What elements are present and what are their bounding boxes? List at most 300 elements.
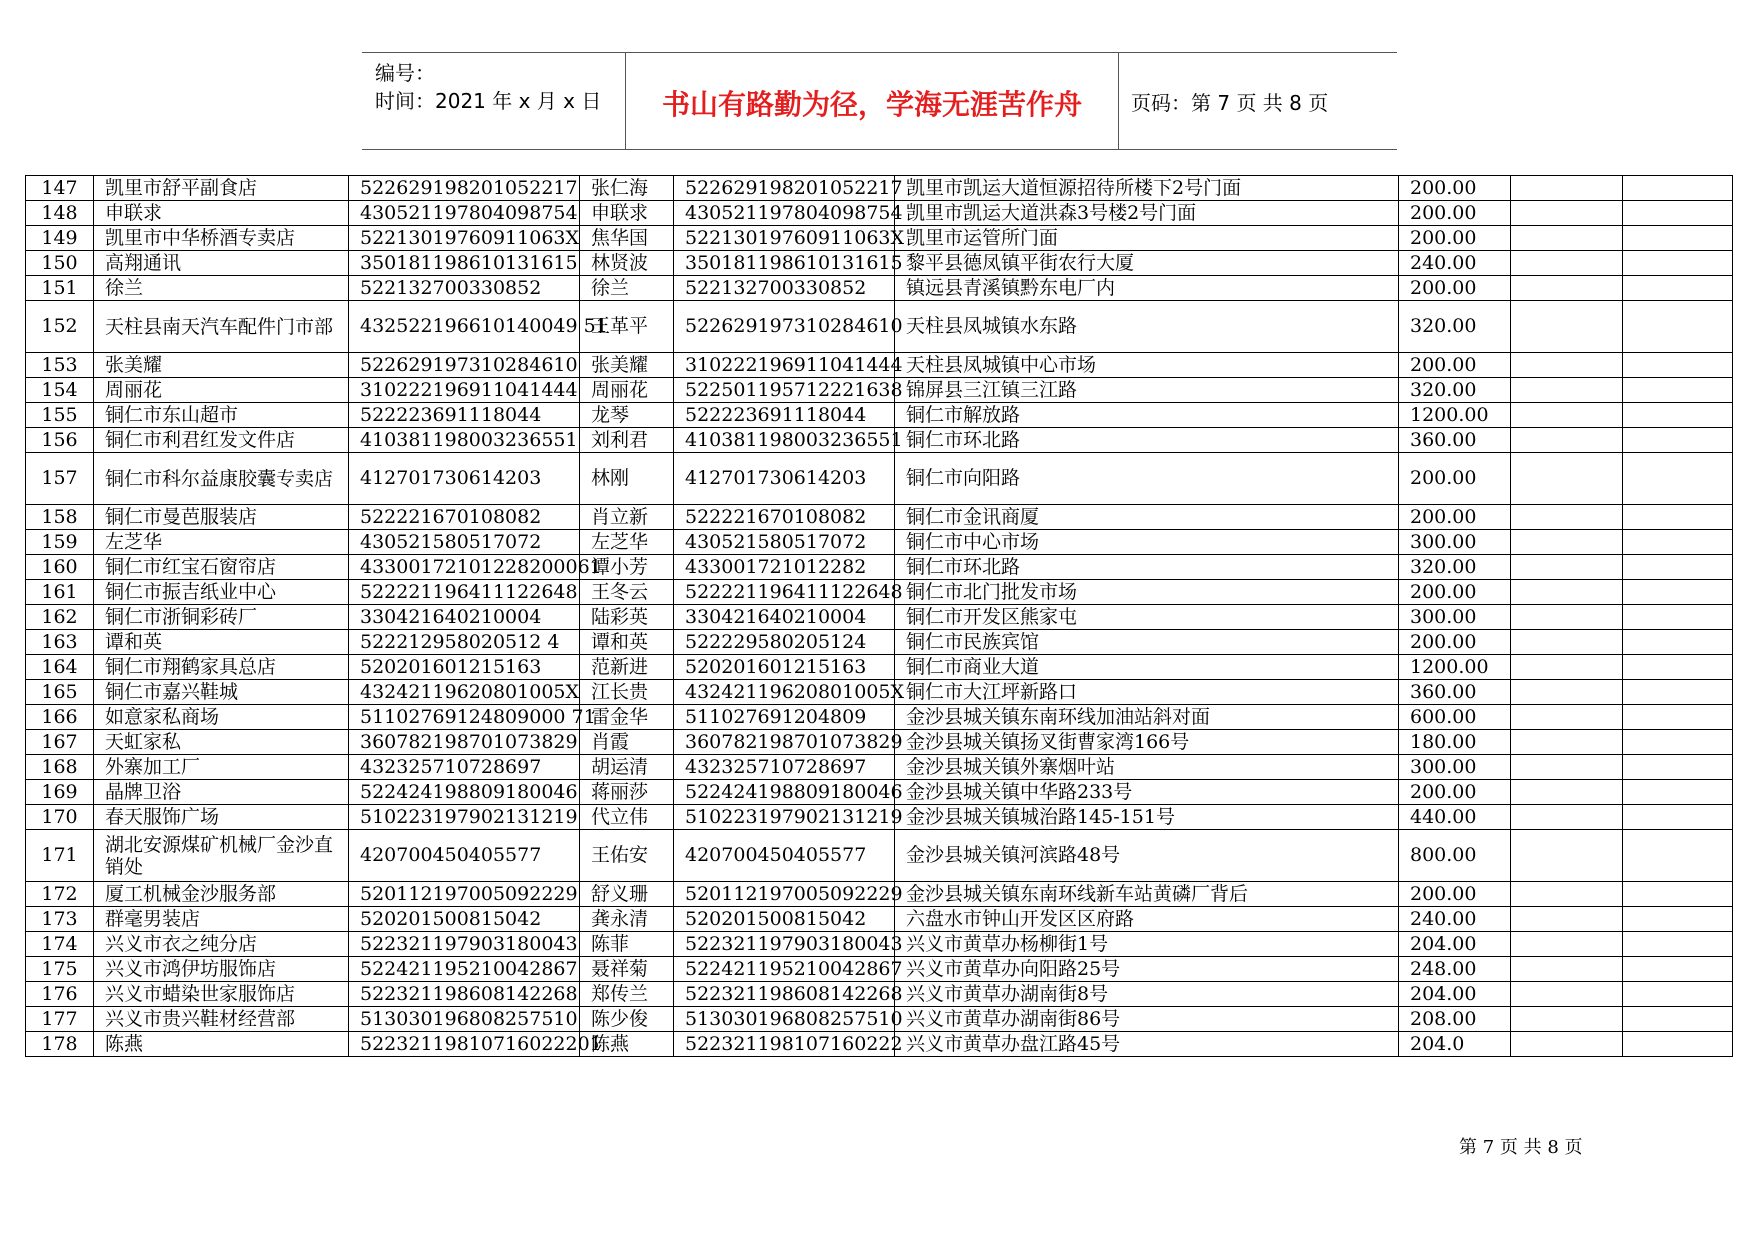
empty-cell [1623, 201, 1733, 226]
row-number-cell: 167 [26, 730, 94, 755]
table-row [26, 730, 1733, 755]
merchant-name-cell: 铜仁市振吉纸业中心 [94, 580, 349, 605]
amount-cell: 200.00 [1399, 176, 1511, 201]
owner-id-cell: 522421195210042867 [674, 957, 895, 982]
table-row [26, 655, 1733, 680]
empty-cell [1511, 301, 1623, 353]
amount-cell: 320.00 [1399, 378, 1511, 403]
address-cell: 兴义市黄草办湖南街86号 [895, 1007, 1399, 1032]
empty-cell [1623, 505, 1733, 530]
empty-cell [1623, 882, 1733, 907]
address-cell: 金沙县城关镇东南环线加油站斜对面 [895, 705, 1399, 730]
empty-cell [1511, 907, 1623, 932]
owner-name-cell: 蒋丽莎 [580, 780, 674, 805]
amount-cell: 300.00 [1399, 530, 1511, 555]
empty-cell [1511, 605, 1623, 630]
table-row [26, 680, 1733, 705]
empty-cell [1623, 1007, 1733, 1032]
owner-name-cell: 肖立新 [580, 505, 674, 530]
table-row [26, 982, 1733, 1007]
empty-cell [1511, 957, 1623, 982]
owner-name-cell: 谭小芳 [580, 555, 674, 580]
header-meta [362, 53, 626, 149]
address-cell: 金沙县城关镇城治路145-151号 [895, 805, 1399, 830]
merchant-name-cell: 兴义市鸿伊坊服饰店 [94, 957, 349, 982]
data-table [25, 175, 1733, 1057]
table-row [26, 1007, 1733, 1032]
merchant-name-cell: 兴义市贵兴鞋材经营部 [94, 1007, 349, 1032]
address-cell: 兴义市黄草办湖南街8号 [895, 982, 1399, 1007]
owner-name-cell: 龚永清 [580, 907, 674, 932]
empty-cell [1511, 176, 1623, 201]
page-header [362, 52, 1397, 150]
owner-id-cell: 513030196808257510 [674, 1007, 895, 1032]
amount-cell: 208.00 [1399, 1007, 1511, 1032]
owner-id-cell: 410381198003236551 [674, 428, 895, 453]
merchant-id-cell: 522223691118044 [349, 403, 580, 428]
empty-cell [1623, 353, 1733, 378]
amount-cell: 360.00 [1399, 680, 1511, 705]
owner-name-cell: 王冬云 [580, 580, 674, 605]
row-number-cell: 147 [26, 176, 94, 201]
merchant-name-cell: 铜仁市翔鹤家具总店 [94, 655, 349, 680]
merchant-id-cell: 43300172101228200061 [349, 555, 580, 580]
address-cell: 铜仁市向阳路 [895, 453, 1399, 505]
owner-name-cell: 代立伟 [580, 805, 674, 830]
merchant-id-cell: 310222196911041444 [349, 378, 580, 403]
empty-cell [1511, 805, 1623, 830]
table-row [26, 453, 1733, 505]
table-row [26, 932, 1733, 957]
row-number-cell: 162 [26, 605, 94, 630]
owner-id-cell: 432325710728697 [674, 755, 895, 780]
amount-cell: 200.00 [1399, 630, 1511, 655]
address-cell: 铜仁市开发区熊家屯 [895, 605, 1399, 630]
amount-cell: 600.00 [1399, 705, 1511, 730]
merchant-id-cell: 430521580517072 [349, 530, 580, 555]
page-footer: 第 7 页 共 8 页 [1459, 1137, 1583, 1158]
empty-cell [1511, 580, 1623, 605]
row-number-cell: 170 [26, 805, 94, 830]
owner-id-cell: 43242119620801005X [674, 680, 895, 705]
merchant-name-cell: 群毫男装店 [94, 907, 349, 932]
table-row [26, 957, 1733, 982]
owner-id-cell: 511027691204809 [674, 705, 895, 730]
row-number-cell: 173 [26, 907, 94, 932]
row-number-cell: 155 [26, 403, 94, 428]
amount-cell: 200.00 [1399, 276, 1511, 301]
empty-cell [1623, 251, 1733, 276]
document-time: 时间：2021 年 x 月 x 日 [375, 89, 602, 113]
table-row [26, 805, 1733, 830]
merchant-id-cell: 430521197804098754 [349, 201, 580, 226]
amount-cell: 240.00 [1399, 907, 1511, 932]
amount-cell: 200.00 [1399, 353, 1511, 378]
row-number-cell: 160 [26, 555, 94, 580]
table-row [26, 705, 1733, 730]
owner-name-cell: 刘利君 [580, 428, 674, 453]
table-row [26, 580, 1733, 605]
empty-cell [1623, 403, 1733, 428]
merchant-id-cell: 410381198003236551 [349, 428, 580, 453]
owner-name-cell: 陈菲 [580, 932, 674, 957]
empty-cell [1623, 530, 1733, 555]
row-number-cell: 159 [26, 530, 94, 555]
merchant-id-cell: 420700450405577 [349, 830, 580, 882]
empty-cell [1511, 655, 1623, 680]
empty-cell [1511, 882, 1623, 907]
empty-cell [1623, 276, 1733, 301]
merchant-name-cell: 如意家私商场 [94, 705, 349, 730]
empty-cell [1511, 982, 1623, 1007]
owner-id-cell: 522221670108082 [674, 505, 895, 530]
header-motto-cell [626, 53, 1119, 149]
address-cell: 铜仁市中心市场 [895, 530, 1399, 555]
empty-cell [1511, 453, 1623, 505]
merchant-id-cell: 350181198610131615 [349, 251, 580, 276]
empty-cell [1511, 755, 1623, 780]
owner-id-cell: 430521580517072 [674, 530, 895, 555]
owner-id-cell: 522223691118044 [674, 403, 895, 428]
table-row [26, 907, 1733, 932]
merchant-id-cell: 522629198201052217 [349, 176, 580, 201]
owner-id-cell: 520201601215163 [674, 655, 895, 680]
owner-name-cell: 张美耀 [580, 353, 674, 378]
row-number-cell: 169 [26, 780, 94, 805]
amount-cell: 360.00 [1399, 428, 1511, 453]
table-row [26, 176, 1733, 201]
table-row [26, 605, 1733, 630]
amount-cell: 204.0 [1399, 1032, 1511, 1057]
amount-cell: 180.00 [1399, 730, 1511, 755]
table-row [26, 780, 1733, 805]
address-cell: 兴义市黄草办向阳路25号 [895, 957, 1399, 982]
amount-cell: 248.00 [1399, 957, 1511, 982]
owner-id-cell: 522132700330852 [674, 276, 895, 301]
owner-name-cell: 陈少俊 [580, 1007, 674, 1032]
merchant-name-cell: 徐兰 [94, 276, 349, 301]
row-number-cell: 148 [26, 201, 94, 226]
owner-id-cell: 522501195712221638 [674, 378, 895, 403]
empty-cell [1623, 680, 1733, 705]
empty-cell [1511, 730, 1623, 755]
empty-cell [1623, 605, 1733, 630]
row-number-cell: 161 [26, 580, 94, 605]
merchant-name-cell: 周丽花 [94, 378, 349, 403]
empty-cell [1511, 201, 1623, 226]
owner-name-cell: 左芝华 [580, 530, 674, 555]
owner-name-cell: 王革平 [580, 301, 674, 353]
owner-id-cell: 520201500815042 [674, 907, 895, 932]
empty-cell [1623, 378, 1733, 403]
amount-cell: 204.00 [1399, 932, 1511, 957]
merchant-id-cell: 522212958020512 4 [349, 630, 580, 655]
row-number-cell: 177 [26, 1007, 94, 1032]
owner-id-cell: 360782198701073829 [674, 730, 895, 755]
address-cell: 铜仁市金讯商厦 [895, 505, 1399, 530]
owner-id-cell: 310222196911041444 [674, 353, 895, 378]
amount-cell: 200.00 [1399, 580, 1511, 605]
owner-id-cell: 430521197804098754 [674, 201, 895, 226]
merchant-id-cell: 51102769124809000 71 [349, 705, 580, 730]
amount-cell: 1200.00 [1399, 403, 1511, 428]
row-number-cell: 152 [26, 301, 94, 353]
row-number-cell: 156 [26, 428, 94, 453]
empty-cell [1623, 830, 1733, 882]
merchant-id-cell: 522221670108082 [349, 505, 580, 530]
address-cell: 铜仁市解放路 [895, 403, 1399, 428]
empty-cell [1623, 730, 1733, 755]
owner-id-cell: 433001721012282 [674, 555, 895, 580]
merchant-name-cell: 谭和英 [94, 630, 349, 655]
address-cell: 天柱县凤城镇水东路 [895, 301, 1399, 353]
empty-cell [1511, 555, 1623, 580]
merchant-name-cell: 铜仁市嘉兴鞋城 [94, 680, 349, 705]
merchant-id-cell: 522132700330852 [349, 276, 580, 301]
empty-cell [1511, 276, 1623, 301]
merchant-id-cell: 520112197005092229 [349, 882, 580, 907]
table-row [26, 505, 1733, 530]
address-cell: 镇远县青溪镇黔东电厂内 [895, 276, 1399, 301]
table-row [26, 276, 1733, 301]
merchant-id-cell: 360782198701073829 [349, 730, 580, 755]
owner-name-cell: 林刚 [580, 453, 674, 505]
row-number-cell: 157 [26, 453, 94, 505]
table-body [26, 176, 1733, 1057]
address-cell: 金沙县城关镇外寨烟叶站 [895, 755, 1399, 780]
table-row [26, 301, 1733, 353]
row-number-cell: 154 [26, 378, 94, 403]
empty-cell [1623, 580, 1733, 605]
owner-name-cell: 申联求 [580, 201, 674, 226]
document-number: 编号： [375, 61, 435, 85]
merchant-name-cell: 铜仁市红宝石窗帘店 [94, 555, 349, 580]
empty-cell [1623, 957, 1733, 982]
row-number-cell: 171 [26, 830, 94, 882]
merchant-name-cell: 天柱县南天汽车配件门市部 [94, 301, 349, 353]
address-cell: 金沙县城关镇河滨路48号 [895, 830, 1399, 882]
row-number-cell: 174 [26, 932, 94, 957]
address-cell: 铜仁市民族宾馆 [895, 630, 1399, 655]
empty-cell [1511, 505, 1623, 530]
address-cell: 铜仁市环北路 [895, 555, 1399, 580]
merchant-id-cell: 52213019760911063X [349, 226, 580, 251]
merchant-name-cell: 高翔通讯 [94, 251, 349, 276]
header-page-number: 页码：第 7 页 共 8 页 [1131, 91, 1329, 115]
empty-cell [1623, 226, 1733, 251]
table-row [26, 882, 1733, 907]
owner-id-cell: 522221196411122648 [674, 580, 895, 605]
empty-cell [1511, 226, 1623, 251]
merchant-name-cell: 铜仁市曼芭服装店 [94, 505, 349, 530]
table-row [26, 251, 1733, 276]
amount-cell: 200.00 [1399, 453, 1511, 505]
owner-name-cell: 王佑安 [580, 830, 674, 882]
row-number-cell: 168 [26, 755, 94, 780]
address-cell: 六盘水市钟山开发区区府路 [895, 907, 1399, 932]
merchant-id-cell: 522629197310284610 [349, 353, 580, 378]
owner-id-cell: 522424198809180046 [674, 780, 895, 805]
header-page-cell [1119, 53, 1397, 149]
empty-cell [1623, 932, 1733, 957]
table-row [26, 1032, 1733, 1057]
empty-cell [1511, 1007, 1623, 1032]
empty-cell [1511, 428, 1623, 453]
merchant-name-cell: 铜仁市东山超市 [94, 403, 349, 428]
owner-id-cell: 522321198107160222 [674, 1032, 895, 1057]
merchant-name-cell: 铜仁市利君红发文件店 [94, 428, 349, 453]
empty-cell [1511, 705, 1623, 730]
row-number-cell: 153 [26, 353, 94, 378]
empty-cell [1623, 1032, 1733, 1057]
merchant-id-cell: 522221196411122648 [349, 580, 580, 605]
amount-cell: 200.00 [1399, 780, 1511, 805]
empty-cell [1623, 907, 1733, 932]
table-row [26, 830, 1733, 882]
owner-id-cell: 522629198201052217 [674, 176, 895, 201]
owner-id-cell: 520112197005092229 [674, 882, 895, 907]
merchant-name-cell: 陈燕 [94, 1032, 349, 1057]
owner-id-cell: 522629197310284610 [674, 301, 895, 353]
amount-cell: 1200.00 [1399, 655, 1511, 680]
empty-cell [1623, 705, 1733, 730]
address-cell: 兴义市黄草办盘江路45号 [895, 1032, 1399, 1057]
owner-name-cell: 范新进 [580, 655, 674, 680]
row-number-cell: 176 [26, 982, 94, 1007]
row-number-cell: 158 [26, 505, 94, 530]
merchant-id-cell: 520201500815042 [349, 907, 580, 932]
merchant-id-cell: 522321197903180043 [349, 932, 580, 957]
empty-cell [1511, 251, 1623, 276]
merchant-name-cell: 外寨加工厂 [94, 755, 349, 780]
amount-cell: 204.00 [1399, 982, 1511, 1007]
empty-cell [1623, 555, 1733, 580]
merchant-name-cell: 凯里市舒平副食店 [94, 176, 349, 201]
row-number-cell: 163 [26, 630, 94, 655]
merchant-name-cell: 湖北安源煤矿机械厂金沙直销处 [94, 830, 349, 882]
address-cell: 铜仁市北门批发市场 [895, 580, 1399, 605]
owner-name-cell: 郑传兰 [580, 982, 674, 1007]
owner-id-cell: 420700450405577 [674, 830, 895, 882]
owner-name-cell: 雷金华 [580, 705, 674, 730]
amount-cell: 800.00 [1399, 830, 1511, 882]
owner-name-cell: 江长贵 [580, 680, 674, 705]
merchant-name-cell: 张美耀 [94, 353, 349, 378]
owner-name-cell: 焦华国 [580, 226, 674, 251]
merchant-name-cell: 左芝华 [94, 530, 349, 555]
address-cell: 锦屏县三江镇三江路 [895, 378, 1399, 403]
empty-cell [1623, 755, 1733, 780]
merchant-name-cell: 春天服饰广场 [94, 805, 349, 830]
table-row [26, 755, 1733, 780]
table-row [26, 630, 1733, 655]
address-cell: 金沙县城关镇扬叉街曹家湾166号 [895, 730, 1399, 755]
table-row [26, 428, 1733, 453]
empty-cell [1623, 805, 1733, 830]
table-row [26, 555, 1733, 580]
owner-name-cell: 龙琴 [580, 403, 674, 428]
owner-id-cell: 522321197903180043 [674, 932, 895, 957]
empty-cell [1623, 780, 1733, 805]
owner-id-cell: 510223197902131219 [674, 805, 895, 830]
owner-id-cell: 350181198610131615 [674, 251, 895, 276]
empty-cell [1623, 630, 1733, 655]
empty-cell [1511, 830, 1623, 882]
merchant-id-cell: 43242119620801005X [349, 680, 580, 705]
address-cell: 凯里市运管所门面 [895, 226, 1399, 251]
empty-cell [1511, 680, 1623, 705]
address-cell: 铜仁市环北路 [895, 428, 1399, 453]
owner-name-cell: 陆彩英 [580, 605, 674, 630]
table-row [26, 378, 1733, 403]
merchant-name-cell: 铜仁市浙铜彩砖厂 [94, 605, 349, 630]
merchant-id-cell: 432325710728697 [349, 755, 580, 780]
empty-cell [1511, 1032, 1623, 1057]
address-cell: 凯里市凯运大道恒源招待所楼下2号门面 [895, 176, 1399, 201]
motto: 书山有路勤为径，学海无涯苦作舟 [661, 88, 1082, 121]
owner-name-cell: 聂祥菊 [580, 957, 674, 982]
merchant-name-cell: 兴义市蜡染世家服饰店 [94, 982, 349, 1007]
merchant-name-cell: 申联求 [94, 201, 349, 226]
owner-name-cell: 徐兰 [580, 276, 674, 301]
merchant-name-cell: 厦工机械金沙服务部 [94, 882, 349, 907]
row-number-cell: 178 [26, 1032, 94, 1057]
owner-name-cell: 林贤波 [580, 251, 674, 276]
empty-cell [1623, 655, 1733, 680]
amount-cell: 200.00 [1399, 505, 1511, 530]
merchant-id-cell: 510223197902131219 [349, 805, 580, 830]
amount-cell: 240.00 [1399, 251, 1511, 276]
row-number-cell: 165 [26, 680, 94, 705]
row-number-cell: 149 [26, 226, 94, 251]
amount-cell: 300.00 [1399, 605, 1511, 630]
merchant-name-cell: 凯里市中华桥酒专卖店 [94, 226, 349, 251]
merchant-name-cell: 天虹家私 [94, 730, 349, 755]
row-number-cell: 151 [26, 276, 94, 301]
merchant-id-cell: 432522196610140049 51 [349, 301, 580, 353]
empty-cell [1623, 982, 1733, 1007]
owner-id-cell: 52213019760911063X [674, 226, 895, 251]
owner-id-cell: 330421640210004 [674, 605, 895, 630]
table-row [26, 403, 1733, 428]
address-cell: 凯里市凯运大道洪森3号楼2号门面 [895, 201, 1399, 226]
merchant-name-cell: 兴义市衣之纯分店 [94, 932, 349, 957]
amount-cell: 320.00 [1399, 301, 1511, 353]
amount-cell: 200.00 [1399, 882, 1511, 907]
owner-id-cell: 522321198608142268 [674, 982, 895, 1007]
owner-id-cell: 522229580205124 [674, 630, 895, 655]
merchant-id-cell: 522424198809180046 [349, 780, 580, 805]
address-cell: 金沙县城关镇中华路233号 [895, 780, 1399, 805]
owner-name-cell: 谭和英 [580, 630, 674, 655]
empty-cell [1511, 378, 1623, 403]
merchant-id-cell: 513030196808257510 [349, 1007, 580, 1032]
empty-cell [1511, 932, 1623, 957]
row-number-cell: 150 [26, 251, 94, 276]
merchant-id-cell: 330421640210004 [349, 605, 580, 630]
merchant-id-cell: 412701730614203 [349, 453, 580, 505]
empty-cell [1511, 530, 1623, 555]
amount-cell: 200.00 [1399, 201, 1511, 226]
owner-id-cell: 412701730614203 [674, 453, 895, 505]
owner-name-cell: 胡运清 [580, 755, 674, 780]
address-cell: 兴义市黄草办杨柳街1号 [895, 932, 1399, 957]
empty-cell [1623, 453, 1733, 505]
merchant-name-cell: 铜仁市科尔益康胶囊专卖店 [94, 453, 349, 505]
empty-cell [1511, 403, 1623, 428]
merchant-id-cell: 522321198608142268 [349, 982, 580, 1007]
table-row [26, 226, 1733, 251]
